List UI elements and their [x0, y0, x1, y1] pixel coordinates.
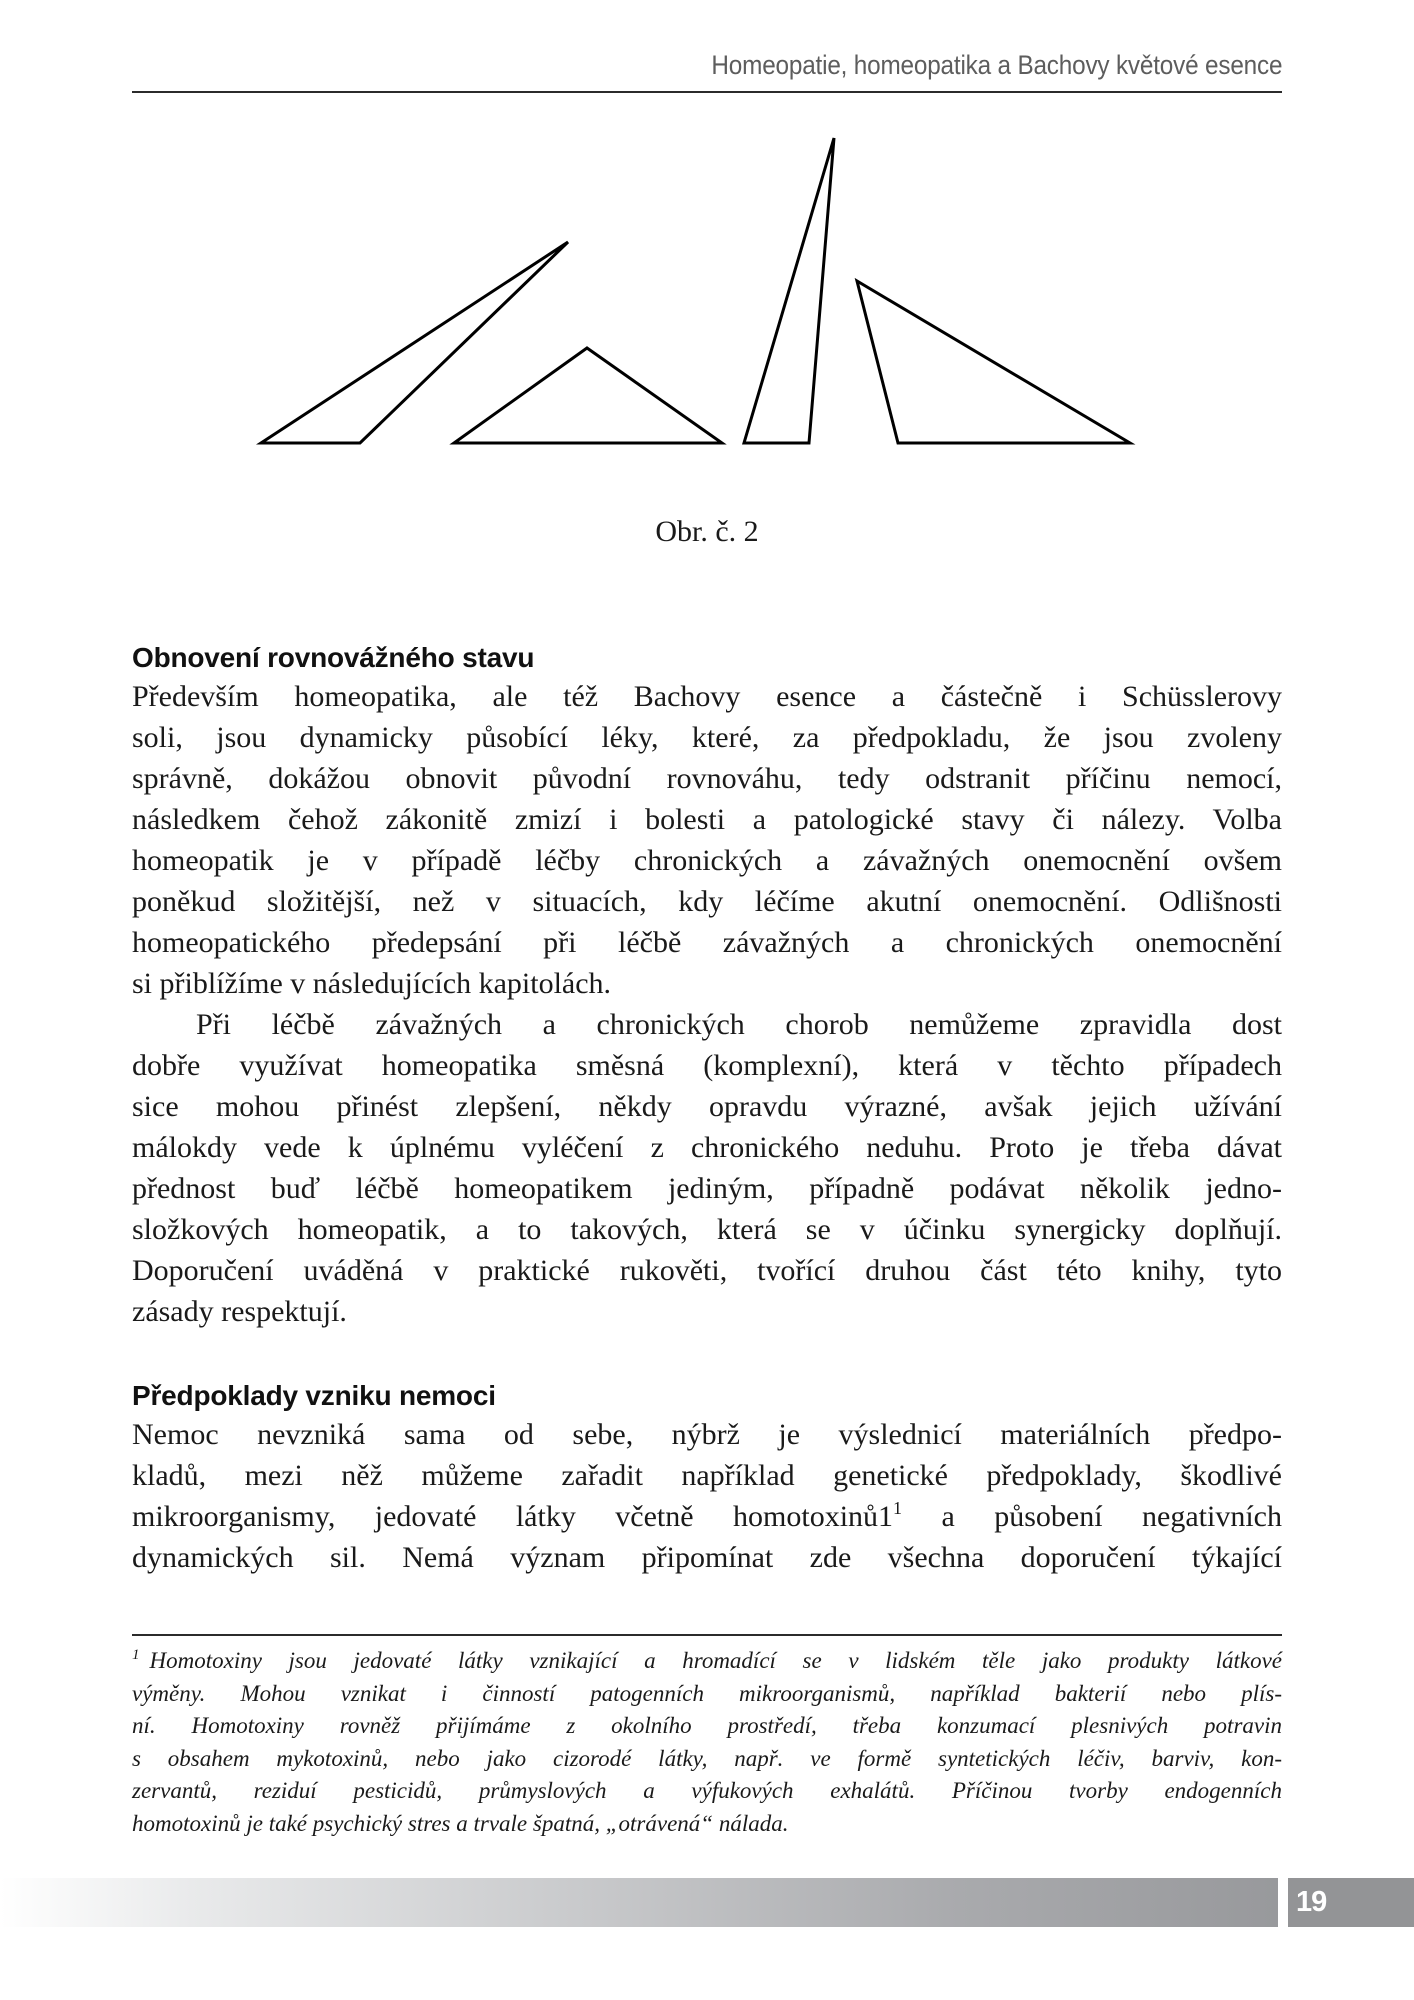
text-line: dynamických sil. Nemá význam připomínat zde všechna doporučení týkající [132, 1541, 1282, 1574]
text-line: soli, jsou dynamicky působící léky, které, za předpokladu, že jsou zvoleny [132, 721, 1282, 754]
footnote-line: ní. Homotoxiny rovněž přijímáme z okolního prostředí, třeba konzumací plesnivých potravin [132, 1713, 1282, 1738]
paragraph [132, 676, 1282, 1004]
page-number: 19 [1296, 1886, 1327, 1918]
triangles-svg [0, 0, 1414, 480]
running-head: Homeopatie, homeopatika a Bachovy květové esence [711, 50, 1282, 80]
text-line: zásady respektují. [132, 1295, 347, 1328]
text-line: si přiblížíme v následujících kapitolách. [132, 967, 612, 1000]
figure-triangles [0, 0, 1414, 480]
text-line: poněkud složitější, než v situacích, kdy léčíme akutní onemocnění. Odlišnosti [132, 885, 1282, 918]
text-line: dobře využívat homeopatika směsná (komplexní), která v těchto případech [132, 1049, 1282, 1082]
footnote-line: homotoxinů je také psychický stres a trvale špatná, „otrávená“ nálada. [132, 1810, 789, 1836]
footnote [132, 1645, 1282, 1840]
triangle-2 [454, 348, 722, 443]
text-line: homeopatik je v případě léčby chronických a závažných onemocnění ovšem [132, 844, 1282, 877]
text-line: složkových homeopatik, a to takových, která se v účinku synergicky doplňují. [132, 1213, 1282, 1246]
text-line: málokdy vede k úplnému vyléčení z chronického neduhu. Proto je třeba dávat [132, 1131, 1282, 1164]
paragraph [132, 1414, 1282, 1578]
footnote-line: výměny. Mohou vznikat i činností patogenních mikroorganismů, například bakterií nebo plís- [132, 1680, 1282, 1706]
section-title: Předpoklady vzniku nemoci [132, 1380, 496, 1411]
text-line: následkem čehož zákonitě zmizí i bolesti a patologické stavy či nálezy. Volba [132, 803, 1282, 836]
text-line: Při léčbě závažných a chronických chorob nemůžeme zpravidla dost [196, 1008, 1282, 1041]
text-line: Doporučení uváděná v praktické rukověti, tvořící druhou část této knihy, tyto [132, 1254, 1282, 1287]
text-line: sice mohou přinést zlepšení, někdy opravdu výrazné, avšak jejich užívání [132, 1090, 1282, 1123]
section-predpoklady [132, 1379, 1282, 1578]
text-line [132, 1496, 1282, 1537]
footnote-reference[interactable]: 1 [893, 1498, 903, 1518]
page-number-box [1288, 1878, 1414, 1927]
triangle-3 [744, 138, 834, 443]
footer-gradient-bar [0, 1878, 1278, 1927]
section-title: Obnovení rovnovážného stavu [132, 642, 535, 673]
triangle-4 [857, 281, 1130, 443]
section-obnoveni [132, 641, 1282, 1332]
text-line: kladů, mezi něž můžeme zařadit například genetické předpoklady, škodlivé [132, 1459, 1282, 1492]
triangle-1 [261, 242, 568, 443]
paragraph [132, 1004, 1282, 1332]
footnote-marker: 1 [132, 1647, 140, 1663]
text-line: Především homeopatika, ale též Bachovy esence a částečně i Schüsslerovy [132, 680, 1282, 713]
figure-caption-text: Obr. č. 2 [655, 515, 759, 548]
text-segment: a působení negativních [902, 1500, 1282, 1533]
text-line: správně, dokážou obnovit původní rovnováhu, tedy odstranit příčinu nemocí, [132, 762, 1282, 795]
figure-caption [0, 515, 1414, 549]
text-segment: mikroorganismy, jedovaté látky včetně homotoxinů1 [132, 1500, 894, 1533]
text-line: homeopatického předepsání při léčbě závažných a chronických onemocnění [132, 926, 1282, 959]
footnote-text: Homotoxiny jsou jedovaté látky vznikající a hromadící se v lidském těle jako produkty látkové [149, 1648, 1282, 1673]
text-line: Nemoc nevzniká sama od sebe, nýbrž je výslednicí materiálních předpo- [132, 1418, 1282, 1451]
footnote-line: s obsahem mykotoxinů, nebo jako cizorodé látky, např. ve formě syntetických léčiv, barviv, kon- [132, 1745, 1282, 1771]
text-line: přednost buď léčbě homeopatikem jediným, případně podávat několik jedno- [132, 1172, 1282, 1205]
footnote-line [132, 1645, 1282, 1678]
footnote-rule [132, 1634, 1282, 1636]
footnote-line: zervantů, reziduí pesticidů, průmyslových a výfukových exhalátů. Příčinou tvorby endogenních [132, 1778, 1282, 1803]
